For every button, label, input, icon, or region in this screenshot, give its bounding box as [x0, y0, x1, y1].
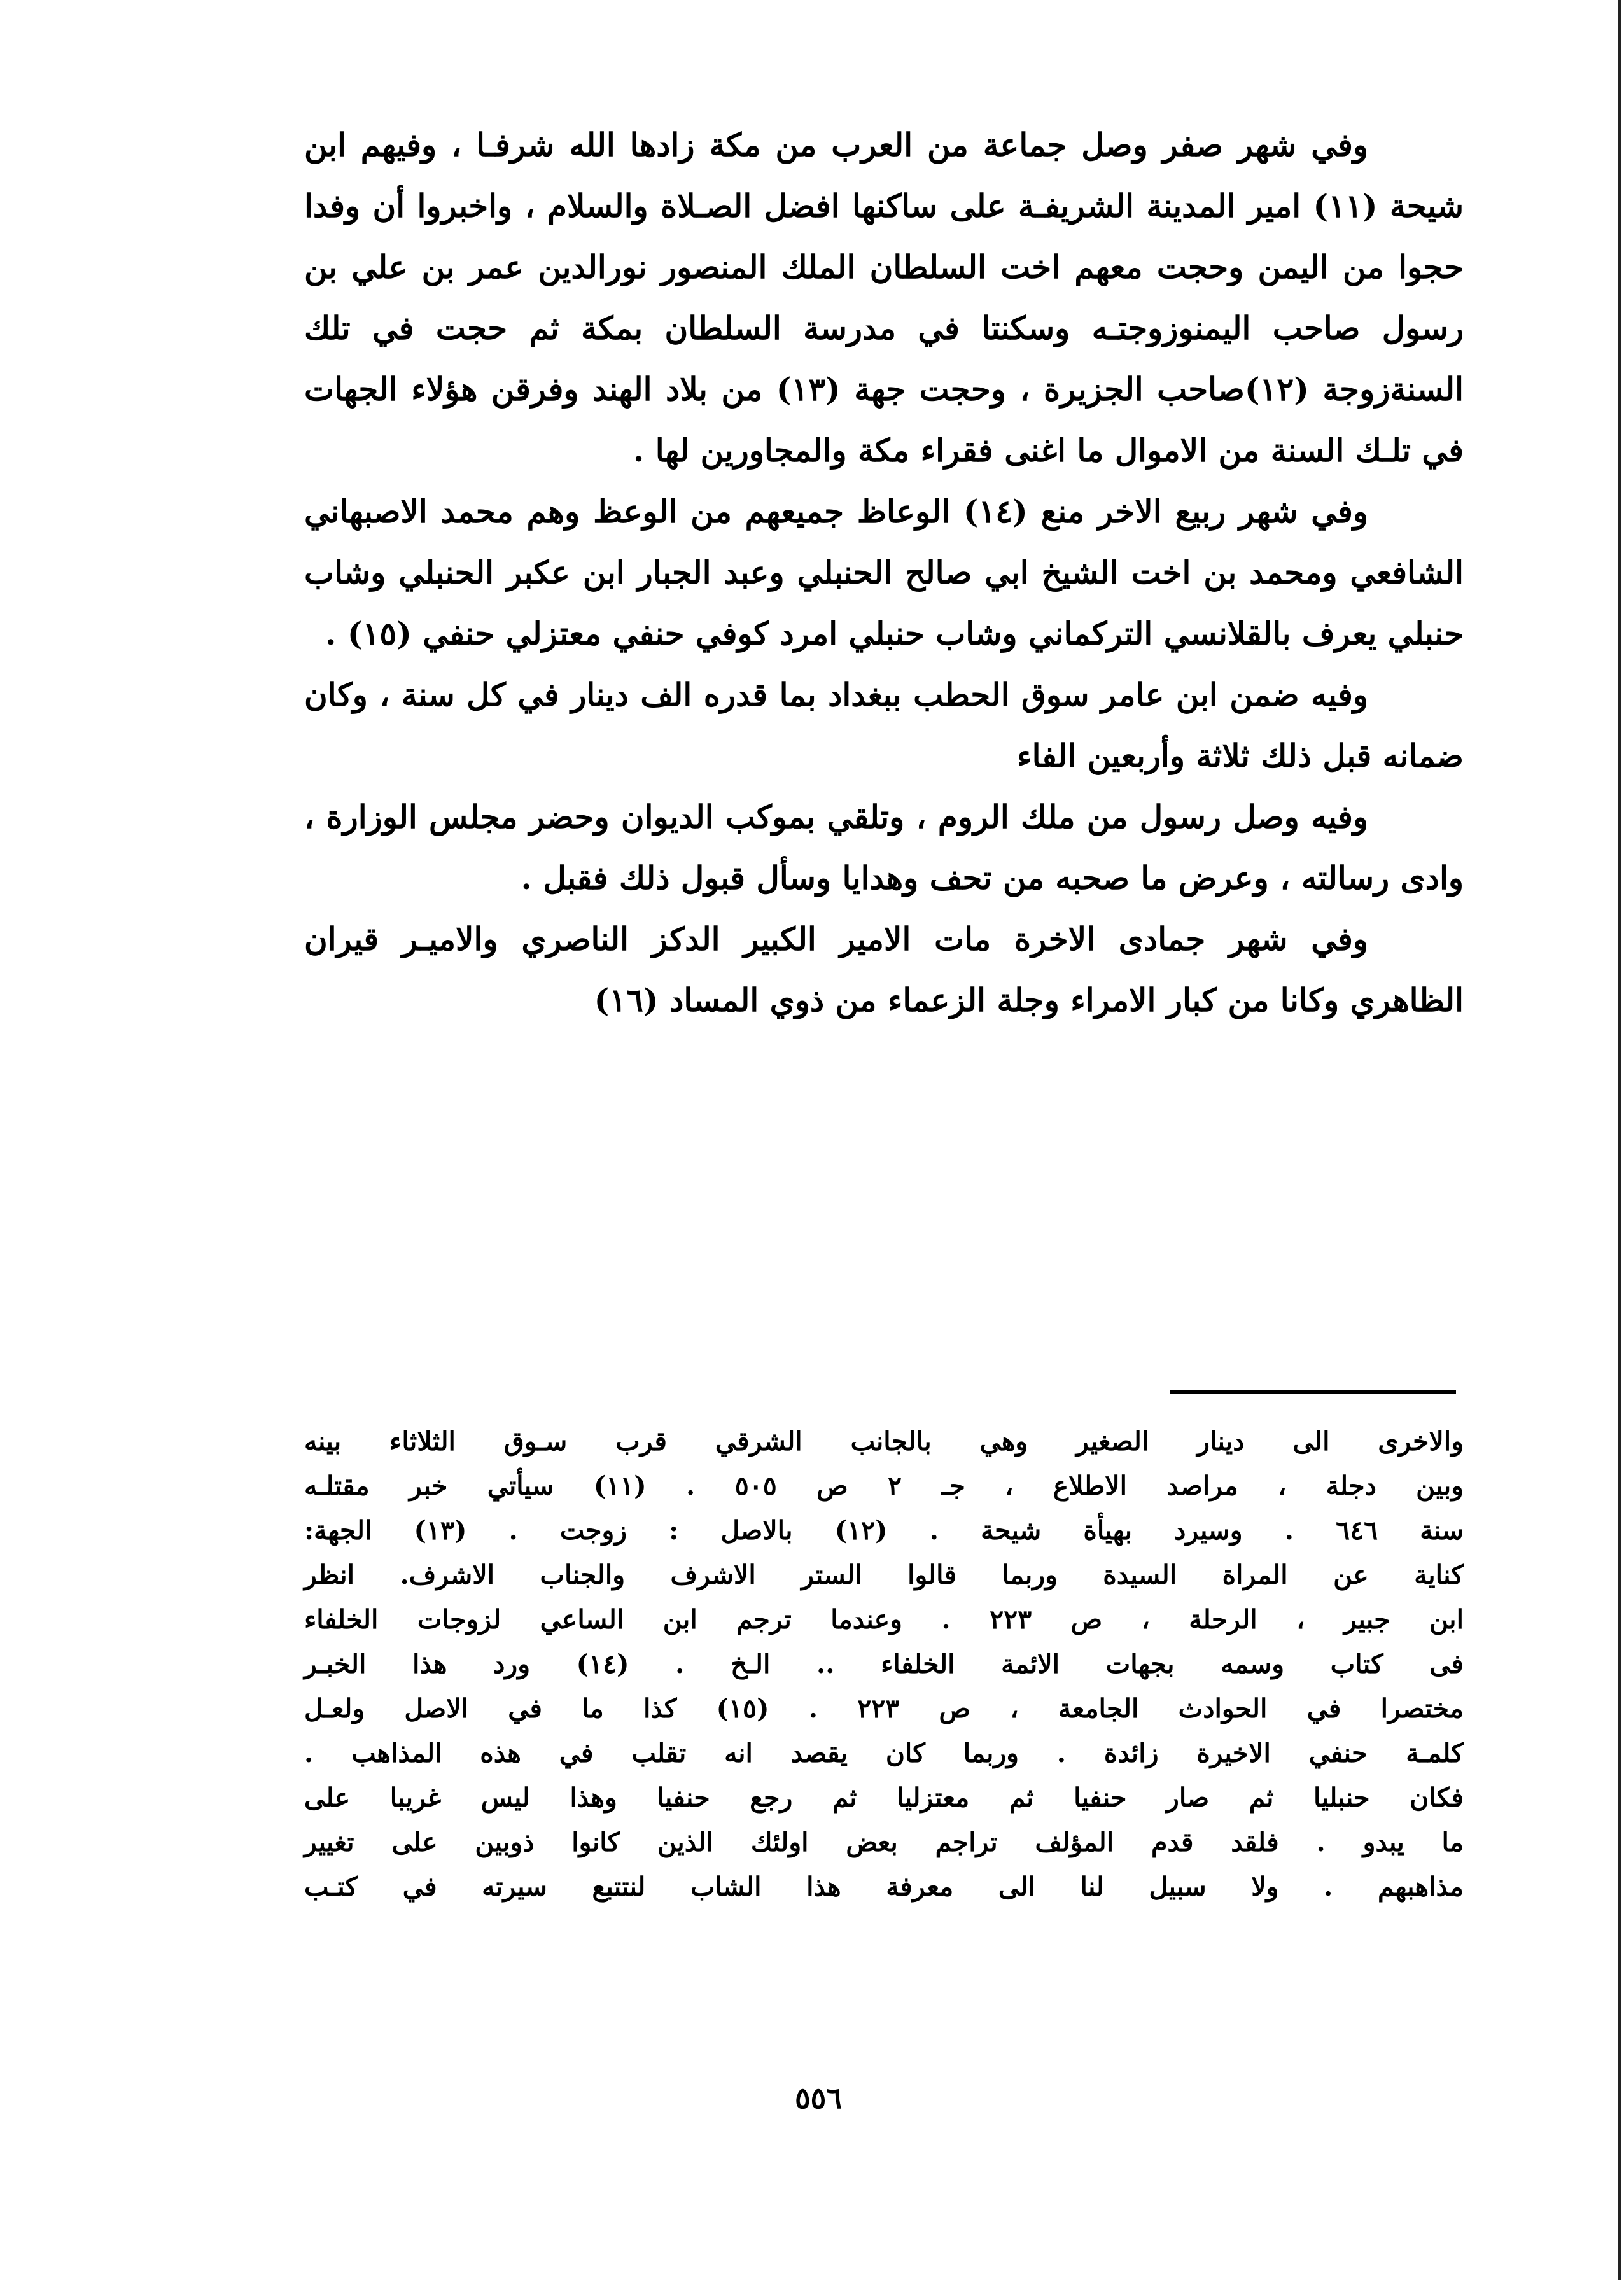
footnote-line: ابن جبير ، الرحلة ، ص ٢٢٣ . وعندما ترجم ابن الساعي لزوجات الخلفاء [304, 1604, 1464, 1635]
footnote-line: ما يبدو . فلقد قدم المؤلف تراجم بعض اولئك الذين كانوا ذوبين على تغيير [304, 1827, 1464, 1857]
footnote-separator [1170, 1390, 1456, 1394]
footnotes-block [304, 1419, 1464, 1909]
footnote-line: كلمـة حنفي الاخيرة زائدة . وربما كان يقصد انه تقلب في هذه المذاهب . [304, 1738, 1464, 1768]
footnote-line: فكان حنبليا ثم صار حنفيا ثم معتزليا ثم رجع حنفيا وهذا ليس غريبا على [304, 1782, 1464, 1813]
paragraph-firewood-market: وفيه ضمن ابن عامر سوق الحطب ببغداد بما قدره الف دينار في كل سنة ، وكان ضمانه قبل ذلك ثلاثة وأربعين الفاء [304, 676, 1464, 774]
page-number: ٥٥٦ [794, 2081, 843, 2115]
page-edge-border [1618, 0, 1621, 2280]
paragraph-jumada-al-akhira: وفي شهر جمادى الاخرة مات الامير الكبير الدكز الناصري والاميـر قيران الظاهري وكانا من كبار الامراء وجلة الزعماء من ذوي المساد (١٦) [304, 920, 1464, 1019]
main-text-body [304, 115, 1464, 1031]
paragraph-rum-envoy: وفيه وصل رسول من ملك الروم ، وتلقي بموكب الديوان وحضر مجلس الوزارة ، وادى رسالته ، وعرض ما صحبه من تحف وهدايا وسأل قبول ذلك فقبل . [304, 798, 1464, 897]
paragraph-rabi-al-akhir: وفي شهر ربيع الاخر منع (١٤) الوعاظ جميعهم من الوعظ وهم محمد الاصبهاني الشافعي ومحمد بن اخت الشيخ ابي صالح الحنبلي وعبد الجبار ابن عكبر الحنبلي وشاب حنبلي يعرف بالقلانسي التركماني وشاب حنبلي امرد كوفي حنفي معتزلي حنفي (١٥) . [304, 493, 1464, 652]
footnote-line: مذاهبهم . ولا سبيل لنا الى معرفة هذا الشاب لنتتبع سيرته في كتـب [304, 1871, 1464, 1902]
footnote-line: والاخرى الى دينار الصغير وهي بالجانب الشرقي قرب سـوق الثلاثاء بينه [304, 1426, 1464, 1457]
footnote-line: فى كتاب وسمه بجهات الائمة الخلفاء .. الـخ . (١٤) ورد هذا الخبـر [304, 1649, 1464, 1679]
footnote-line: سنة ٦٤٦ . وسيرد بهيأة شيحة . (١٢) بالاصل : زوجت . (١٣) الجهة: [304, 1515, 1464, 1546]
paragraph-safar: وفي شهر صفر وصل جماعة من العرب من مكة زادها الله شرفـا ، وفيهم ابن شيحة (١١) امير المدينة الشريفـة على ساكنها افضل الصـلاة والسلام ، واخبروا أن وفدا حجوا من اليمن وحجت معهم اخت السلطان الملك المنصور نورالدين عمر بن علي بن رسول صاحب اليمنوزوجتـه وسكنتا في مدرسة السلطان بمكة ثم حجت في تلك السنةزوجة (١٢)صاحب الجزيرة ، وحجت جهة (١٣) من بلاد الهند وفرقن هؤلاء الجهات في تلـك السنة من الاموال ما اغنى فقراء مكة والمجاورين لها . [304, 126, 1464, 469]
footnote-line: وبين دجلة ، مراصد الاطلاع ، جـ ٢ ص ٥٠٥ . (١١) سيأتي خبر مقتلـه [304, 1471, 1464, 1501]
footnote-line: مختصرا في الحوادث الجامعة ، ص ٢٢٣ . (١٥) كذا ما في الاصل ولعـل [304, 1693, 1464, 1724]
footnote-line: كناية عن المراة السيدة وربما قالوا الستر الاشرف والجناب الاشرف. انظر [304, 1560, 1464, 1590]
